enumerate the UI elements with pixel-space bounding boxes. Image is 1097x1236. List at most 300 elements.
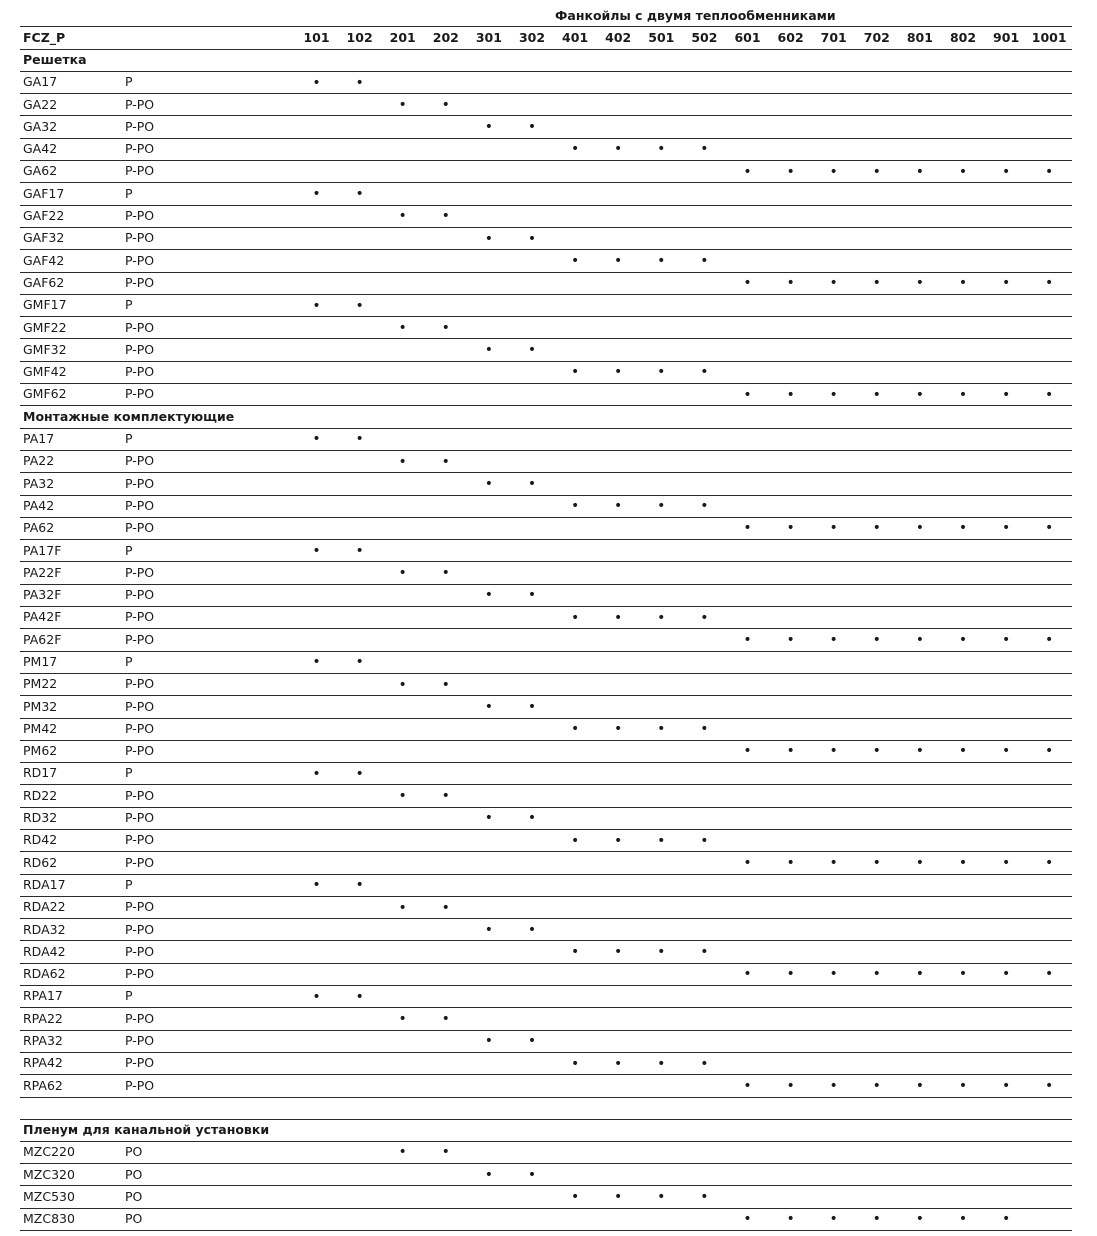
column-header-602: 602 xyxy=(777,30,804,46)
compat-mark-101: • xyxy=(312,765,321,782)
compat-mark-301: • xyxy=(484,342,494,359)
model-cell: GMF62 xyxy=(23,386,67,402)
column-header-802: 802 xyxy=(949,30,977,46)
model-cell: GMF17 xyxy=(23,297,67,313)
compat-mark-101: • xyxy=(312,877,321,894)
compat-mark-801: • xyxy=(915,854,925,871)
model-cell: GAF62 xyxy=(23,274,65,290)
table-row xyxy=(20,629,1072,651)
compat-mark-501: • xyxy=(657,609,666,626)
compat-mark-701: • xyxy=(829,1077,838,1094)
model-cell: GA42 xyxy=(23,141,58,157)
table-row xyxy=(20,1186,1072,1208)
model-cell: PA32 xyxy=(23,475,55,491)
compat-mark-101: • xyxy=(312,186,321,203)
type-cell: P-PO xyxy=(125,966,155,982)
compat-mark-102: • xyxy=(355,654,364,671)
compat-mark-102: • xyxy=(355,542,364,559)
compat-mark-601: • xyxy=(743,743,752,760)
compat-mark-302: • xyxy=(527,119,537,136)
table-row xyxy=(20,875,1072,897)
compat-mark-801: • xyxy=(915,743,925,760)
type-cell: P-PO xyxy=(125,921,155,937)
column-header-202: 202 xyxy=(432,30,459,46)
type-cell: P xyxy=(125,654,133,669)
table-row xyxy=(20,830,1072,852)
compat-mark-701: • xyxy=(829,163,838,180)
compat-mark-401: • xyxy=(570,721,580,738)
compat-mark-202: • xyxy=(441,1144,450,1161)
group-header-text: Фанкойлы с двумя теплообменниками xyxy=(555,8,836,24)
model-cell: RD42 xyxy=(23,832,58,848)
table-row xyxy=(20,696,1072,718)
compat-mark-702: • xyxy=(872,743,881,760)
compat-mark-202: • xyxy=(441,208,450,225)
compat-mark-401: • xyxy=(570,944,580,961)
compat-mark-302: • xyxy=(527,1033,537,1050)
model-cell: MZC530 xyxy=(23,1188,75,1204)
compat-mark-601: • xyxy=(743,163,752,180)
compat-mark-602: • xyxy=(786,386,795,403)
model-cell: GAF22 xyxy=(23,208,65,224)
compat-mark-901: • xyxy=(1001,854,1011,871)
compat-mark-301: • xyxy=(484,698,494,715)
compat-mark-501: • xyxy=(657,832,666,849)
table-row xyxy=(20,540,1072,562)
table-row xyxy=(20,719,1072,741)
type-cell: P xyxy=(125,876,133,892)
table-row xyxy=(20,964,1072,986)
column-header-201: 201 xyxy=(389,30,416,46)
compat-mark-402: • xyxy=(614,252,623,269)
compat-mark-401: • xyxy=(570,1189,580,1206)
section-title: Монтажные комплектующие xyxy=(23,408,235,424)
compat-mark-702: • xyxy=(872,1211,881,1228)
column-header-402: 402 xyxy=(605,30,632,46)
model-cell: PA42F xyxy=(23,609,62,625)
table-row xyxy=(20,183,1072,205)
compat-mark-102: • xyxy=(355,186,364,203)
model-cell: PA32F xyxy=(23,587,62,603)
model-cell: GA17 xyxy=(23,74,58,90)
compat-mark-702: • xyxy=(872,163,881,180)
compat-mark-601: • xyxy=(743,631,752,648)
section-title-row xyxy=(20,406,1072,428)
column-header-501: 501 xyxy=(648,30,675,46)
compat-mark-101: • xyxy=(312,297,321,314)
table-row xyxy=(20,919,1072,941)
compat-mark-802: • xyxy=(958,163,968,180)
compat-mark-602: • xyxy=(786,966,795,983)
compat-mark-202: • xyxy=(441,1011,450,1027)
compat-mark-201: • xyxy=(398,788,407,805)
compat-mark-601: • xyxy=(743,854,752,871)
table-row xyxy=(20,518,1072,540)
type-cell: PO xyxy=(125,1144,143,1160)
compat-mark-701: • xyxy=(829,275,838,292)
compat-mark-401: • xyxy=(570,609,580,626)
compat-mark-502: • xyxy=(700,252,709,269)
compat-mark-301: • xyxy=(484,810,494,827)
type-cell: P-PO xyxy=(125,743,155,759)
model-cell: PM32 xyxy=(23,698,58,714)
table-row xyxy=(20,496,1072,518)
compat-mark-602: • xyxy=(786,743,795,760)
compat-mark-201: • xyxy=(398,676,407,693)
model-cell: GMF32 xyxy=(23,341,67,357)
compat-mark-501: • xyxy=(657,721,666,738)
column-header-801: 801 xyxy=(906,30,933,46)
type-cell: P-PO xyxy=(125,609,155,625)
compat-mark-201: • xyxy=(398,453,407,470)
column-header-401: 401 xyxy=(562,30,589,46)
table-row xyxy=(20,562,1072,584)
table-row xyxy=(20,429,1072,451)
model-cell: GAF17 xyxy=(23,185,65,201)
compat-mark-701: • xyxy=(829,1211,838,1228)
type-cell: P-PO xyxy=(125,587,155,603)
compat-mark-401: • xyxy=(570,498,580,515)
column-header-302: 302 xyxy=(518,30,546,46)
compat-mark-901: • xyxy=(1001,1211,1011,1228)
compat-mark-501: • xyxy=(657,364,666,381)
table-row xyxy=(20,585,1072,607)
compat-mark-202: • xyxy=(441,899,450,916)
compat-mark-402: • xyxy=(614,944,623,961)
type-cell: P-PO xyxy=(125,520,155,536)
compat-mark-801: • xyxy=(915,163,925,180)
model-cell: PA42 xyxy=(23,497,55,513)
type-cell: P xyxy=(125,431,133,447)
type-cell: P-PO xyxy=(125,631,155,647)
compat-mark-102: • xyxy=(355,431,364,448)
compat-mark-702: • xyxy=(872,275,881,292)
compat-mark-602: • xyxy=(786,854,795,871)
table-row xyxy=(20,362,1072,384)
column-header-702: 702 xyxy=(863,30,890,46)
compat-mark-202: • xyxy=(441,96,450,113)
type-cell: P-PO xyxy=(125,899,155,915)
compat-mark-302: • xyxy=(527,921,537,938)
compat-mark-602: • xyxy=(786,1211,795,1228)
compat-mark-602: • xyxy=(786,275,795,292)
table-row xyxy=(20,206,1072,228)
table-row xyxy=(20,139,1072,161)
table-row xyxy=(20,161,1072,183)
type-cell: P xyxy=(125,988,133,1004)
table-row xyxy=(20,652,1072,674)
compat-mark-202: • xyxy=(441,788,450,805)
compat-mark-201: • xyxy=(398,96,407,113)
compat-mark-901: • xyxy=(1001,1077,1011,1094)
compat-mark-801: • xyxy=(915,520,925,537)
compat-mark-102: • xyxy=(355,877,364,894)
compat-mark-802: • xyxy=(958,520,968,537)
compat-mark-901: • xyxy=(1001,631,1011,648)
model-cell: RDA32 xyxy=(23,921,66,937)
compat-mark-701: • xyxy=(829,966,838,983)
compat-mark-301: • xyxy=(484,230,494,247)
compat-mark-402: • xyxy=(614,498,623,515)
table-row xyxy=(20,741,1072,763)
compat-mark-802: • xyxy=(958,275,968,292)
compat-mark-801: • xyxy=(915,966,925,983)
model-cell: MZC830 xyxy=(23,1211,75,1227)
compat-mark-701: • xyxy=(829,386,838,403)
table-row xyxy=(20,1075,1072,1097)
compat-mark-402: • xyxy=(614,721,623,738)
model-cell: GA22 xyxy=(23,96,58,112)
compat-mark-502: • xyxy=(700,609,709,626)
section-title: Пленум для канальной установки xyxy=(23,1121,270,1137)
type-cell: P-PO xyxy=(125,274,155,290)
column-header-1001: 1001 xyxy=(1031,30,1067,46)
compat-mark-601: • xyxy=(743,520,752,537)
compat-mark-201: • xyxy=(398,1011,407,1027)
type-cell: P-PO xyxy=(125,163,155,179)
compat-mark-102: • xyxy=(355,74,364,91)
compat-mark-201: • xyxy=(398,319,407,336)
type-cell: P-PO xyxy=(125,497,155,513)
compat-mark-501: • xyxy=(657,498,666,515)
compat-mark-302: • xyxy=(527,698,537,715)
model-cell: RPA42 xyxy=(23,1055,63,1071)
section-title-row xyxy=(20,1120,1072,1142)
type-cell: PO xyxy=(125,1211,143,1227)
type-cell: P-PO xyxy=(125,564,155,580)
type-cell: P-PO xyxy=(125,252,155,268)
compat-mark-502: • xyxy=(700,141,709,158)
compat-mark-901: • xyxy=(1001,743,1011,760)
type-cell: P xyxy=(125,542,133,558)
table-row xyxy=(20,1053,1072,1075)
type-cell: P-PO xyxy=(125,319,155,335)
type-cell: P-PO xyxy=(125,208,155,224)
table-row xyxy=(20,1142,1072,1164)
type-cell: P-PO xyxy=(125,854,155,870)
table-row xyxy=(20,1008,1072,1030)
column-header-row xyxy=(20,27,1072,49)
type-cell: P xyxy=(125,74,133,90)
model-cell: PA17F xyxy=(23,542,62,558)
compat-mark-301: • xyxy=(484,1033,494,1050)
table-row xyxy=(20,941,1072,963)
table-row xyxy=(20,384,1072,406)
model-cell: PA62 xyxy=(23,520,55,536)
type-cell: P xyxy=(125,297,133,313)
table-row xyxy=(20,1164,1072,1186)
compatibility-table xyxy=(20,5,1072,1231)
compat-mark-101: • xyxy=(312,542,321,559)
compat-mark-802: • xyxy=(958,386,968,403)
compat-mark-601: • xyxy=(743,386,752,403)
table-row xyxy=(20,808,1072,830)
compat-mark-502: • xyxy=(700,832,709,849)
type-cell: P-PO xyxy=(125,1055,155,1071)
compat-mark-501: • xyxy=(657,1189,666,1206)
model-cell: GA62 xyxy=(23,163,58,179)
compat-mark-1001: • xyxy=(1045,1077,1054,1094)
compat-mark-802: • xyxy=(958,1211,968,1228)
compat-mark-201: • xyxy=(398,1144,407,1161)
compat-mark-402: • xyxy=(614,1189,623,1206)
type-cell: P-PO xyxy=(125,141,155,157)
type-cell: P-PO xyxy=(125,1033,155,1049)
model-cell: PM62 xyxy=(23,743,58,759)
compat-mark-1001: • xyxy=(1045,275,1054,292)
compat-mark-402: • xyxy=(614,832,623,849)
type-cell: P-PO xyxy=(125,943,155,959)
compat-mark-601: • xyxy=(743,1211,752,1228)
model-cell: RDA62 xyxy=(23,966,66,982)
type-cell: P-PO xyxy=(125,230,155,246)
compat-mark-501: • xyxy=(657,252,666,269)
compat-mark-502: • xyxy=(700,944,709,961)
column-header-102: 102 xyxy=(346,30,373,46)
compat-mark-702: • xyxy=(872,520,881,537)
model-cell: PM22 xyxy=(23,676,58,692)
compat-mark-702: • xyxy=(872,966,881,983)
compat-mark-701: • xyxy=(829,854,838,871)
column-header-601: 601 xyxy=(734,30,761,46)
compat-mark-1001: • xyxy=(1045,854,1054,871)
type-cell: P-PO xyxy=(125,364,155,380)
table-row xyxy=(20,228,1072,250)
compat-mark-901: • xyxy=(1001,966,1011,983)
compat-mark-402: • xyxy=(614,609,623,626)
model-cell: MZC320 xyxy=(23,1166,75,1182)
table-row xyxy=(20,852,1072,874)
compat-mark-102: • xyxy=(355,988,364,1005)
table-row xyxy=(20,116,1072,138)
compat-mark-501: • xyxy=(657,944,666,961)
compat-mark-401: • xyxy=(570,832,580,849)
compat-mark-601: • xyxy=(743,1077,752,1094)
compat-mark-802: • xyxy=(958,854,968,871)
model-cell: PM42 xyxy=(23,720,58,736)
compat-mark-302: • xyxy=(527,342,537,359)
table-row xyxy=(20,986,1072,1008)
table-row xyxy=(20,273,1072,295)
compat-mark-302: • xyxy=(527,230,537,247)
type-cell: P-PO xyxy=(125,810,155,826)
compat-mark-802: • xyxy=(958,631,968,648)
type-cell: P-PO xyxy=(125,698,155,714)
compat-mark-302: • xyxy=(527,475,537,492)
table-row xyxy=(20,674,1072,696)
compat-mark-801: • xyxy=(915,386,925,403)
model-cell: GMF42 xyxy=(23,364,67,380)
model-cell: PM17 xyxy=(23,654,58,669)
table-row xyxy=(20,250,1072,272)
compat-mark-302: • xyxy=(527,587,537,604)
compat-mark-401: • xyxy=(570,252,580,269)
type-cell: P-PO xyxy=(125,1010,155,1026)
compat-mark-801: • xyxy=(915,275,925,292)
table-row xyxy=(20,1209,1072,1231)
model-cell: GA32 xyxy=(23,118,58,134)
compat-mark-502: • xyxy=(700,721,709,738)
compat-mark-501: • xyxy=(657,1055,666,1072)
model-cell: PA22 xyxy=(23,453,55,469)
type-cell: P-PO xyxy=(125,676,155,692)
column-header-901: 901 xyxy=(993,30,1020,46)
compat-mark-1001: • xyxy=(1045,966,1054,983)
compat-mark-301: • xyxy=(484,475,494,492)
compat-mark-201: • xyxy=(398,899,407,916)
compat-mark-1001: • xyxy=(1045,386,1054,403)
compat-mark-701: • xyxy=(829,520,838,537)
table-row xyxy=(20,473,1072,495)
table-row xyxy=(20,339,1072,361)
type-cell: PO xyxy=(125,1166,143,1182)
model-cell: GMF22 xyxy=(23,319,67,335)
compat-mark-502: • xyxy=(700,1055,709,1072)
compat-mark-701: • xyxy=(829,743,838,760)
model-cell: RD62 xyxy=(23,854,58,870)
model-cell: GAF42 xyxy=(23,252,65,268)
compat-mark-702: • xyxy=(872,1077,881,1094)
table-row xyxy=(20,897,1072,919)
compat-mark-301: • xyxy=(484,119,494,136)
type-cell: P-PO xyxy=(125,386,155,402)
table-row xyxy=(20,451,1072,473)
compat-mark-402: • xyxy=(614,1055,623,1072)
model-cell: RDA42 xyxy=(23,943,66,959)
compat-mark-401: • xyxy=(570,364,580,381)
compat-mark-201: • xyxy=(398,565,407,582)
type-cell: P xyxy=(125,765,133,781)
compat-mark-102: • xyxy=(355,297,364,314)
type-cell: PO xyxy=(125,1188,143,1204)
section-title-row xyxy=(20,50,1072,72)
compat-mark-602: • xyxy=(786,163,795,180)
compat-mark-802: • xyxy=(958,1077,968,1094)
compat-mark-402: • xyxy=(614,364,623,381)
table-row xyxy=(20,317,1072,339)
model-cell: RPA32 xyxy=(23,1033,63,1049)
compat-mark-901: • xyxy=(1001,520,1011,537)
compat-mark-502: • xyxy=(700,498,709,515)
model-cell: MZC220 xyxy=(23,1144,75,1160)
model-cell: PA62F xyxy=(23,631,62,647)
type-cell: P-PO xyxy=(125,96,155,112)
column-header-301: 301 xyxy=(475,30,502,46)
section-title: Решетка xyxy=(23,51,87,67)
compat-mark-602: • xyxy=(786,1077,795,1094)
table-row xyxy=(20,1031,1072,1053)
compat-mark-502: • xyxy=(700,1189,709,1206)
compat-mark-601: • xyxy=(743,966,752,983)
compat-mark-201: • xyxy=(398,208,407,225)
model-cell: RDA22 xyxy=(23,899,66,915)
compat-mark-1001: • xyxy=(1045,631,1054,648)
model-cell: RPA62 xyxy=(23,1077,63,1093)
compat-mark-1001: • xyxy=(1045,520,1054,537)
type-cell: P-PO xyxy=(125,475,155,491)
compat-mark-602: • xyxy=(786,520,795,537)
type-cell: P-PO xyxy=(125,118,155,134)
compat-mark-801: • xyxy=(915,631,925,648)
compat-mark-702: • xyxy=(872,854,881,871)
compat-mark-302: • xyxy=(527,810,537,827)
model-cell: RPA22 xyxy=(23,1010,63,1026)
compat-mark-602: • xyxy=(786,631,795,648)
compat-mark-202: • xyxy=(441,676,450,693)
group-header-row xyxy=(20,5,1072,27)
compat-mark-901: • xyxy=(1001,275,1011,292)
model-cell: RDA17 xyxy=(23,876,66,892)
